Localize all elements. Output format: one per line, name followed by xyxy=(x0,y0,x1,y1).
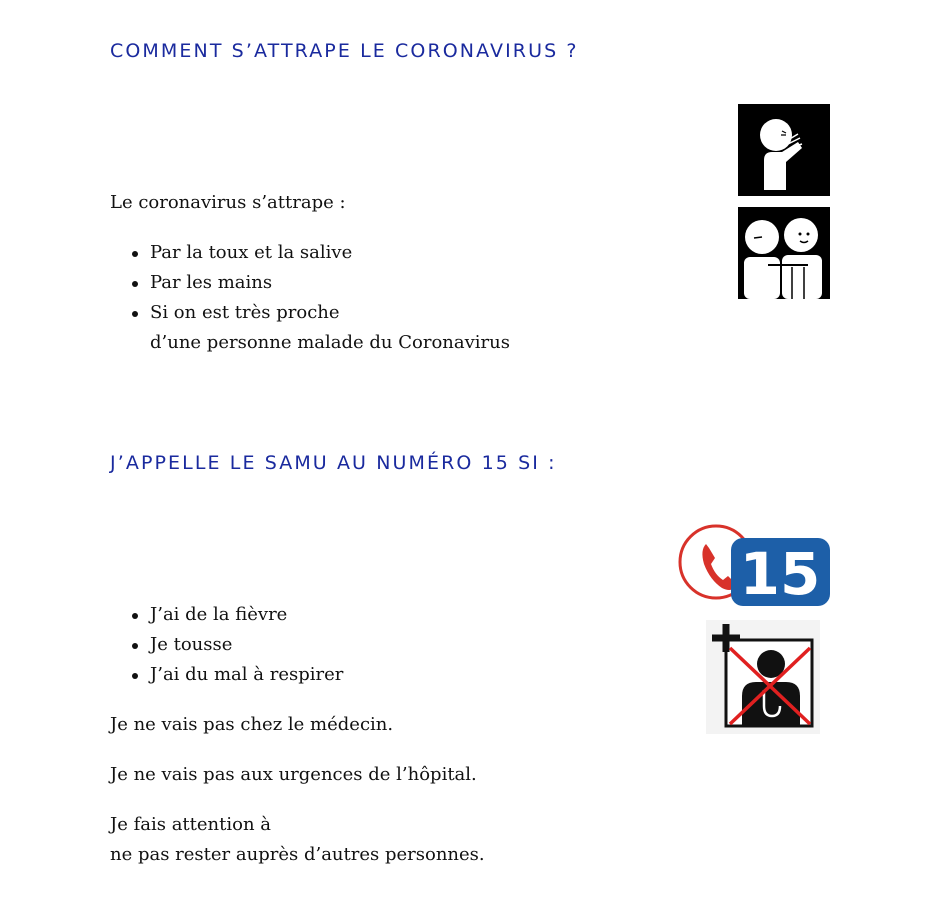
phone-15-icon xyxy=(676,514,830,606)
paragraph: Je fais attention à ne pas rester auprès d’autres personnes. xyxy=(110,814,485,865)
list-item: Je tousse xyxy=(110,630,343,660)
section1-heading: COMMENT S’ATTRAPE LE CORONAVIRUS ? xyxy=(110,40,579,62)
list-item: J’ai de la fièvre xyxy=(110,600,343,630)
cough-pictogram-icon xyxy=(738,104,830,196)
section1-bullet-list xyxy=(110,238,510,358)
paragraph: Je ne vais pas aux urgences de l’hôpital. xyxy=(110,764,477,785)
list-item: Par la toux et la salive xyxy=(110,238,510,268)
paragraph: Je ne vais pas chez le médecin. xyxy=(110,714,394,735)
list-item: Par les mains xyxy=(110,268,510,298)
no-doctor-icon xyxy=(706,620,820,734)
list-item: J’ai du mal à respirer xyxy=(110,660,343,690)
section1-intro: Le coronavirus s’attrape : xyxy=(110,192,346,213)
phone-number-label: 15 xyxy=(739,540,821,606)
list-item: Si on est très proche d’une personne malade du Coronavirus xyxy=(110,298,510,358)
section2-bullet-list xyxy=(110,600,343,690)
close-contact-pictogram-icon xyxy=(738,207,830,299)
section2-heading: J’APPELLE LE SAMU AU NUMÉRO 15 SI : xyxy=(110,452,557,474)
